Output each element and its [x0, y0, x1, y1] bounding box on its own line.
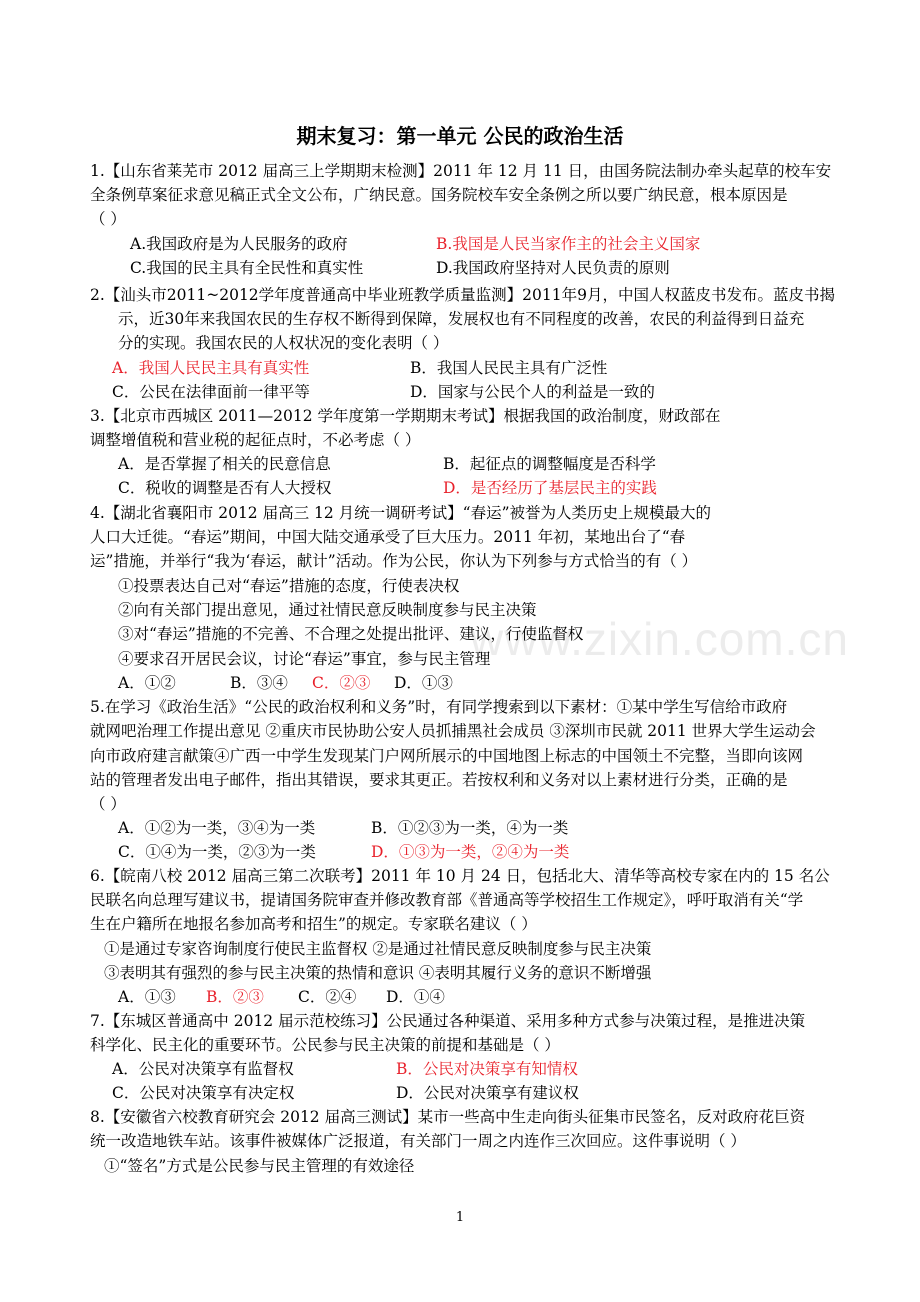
page-number: 1 [455, 1210, 465, 1225]
q4-option-a: A．①② [118, 674, 176, 692]
q2-option-c: C．公民在法律面前一律平等 [112, 383, 310, 401]
q1-option-a: A.我国政府是为人民服务的政府 [130, 235, 348, 253]
q5-line-2: 就网吧治理工作提出意见 ②重庆市民协助公安人员抓捕黑社会成员 ③深圳市民就 2011 世界大学生运动会 [90, 722, 816, 740]
q3-option-a: A．是否掌握了相关的民意信息 [118, 455, 331, 473]
q5-line-3: 向市政府建言献策④广西一中学生发现某门户网所展示的中国地图上标志的中国领土不完整，当即向该网 [90, 747, 804, 765]
q6-statement-1-2: ①是通过专家咨询制度行使民主监督权 ②是通过社情民意反映制度参与民主决策 [104, 940, 652, 958]
q4-option-c-answer: C．②③ [312, 674, 371, 692]
q4-statement-1: ①投票表达自己对“春运”措施的态度，行使表决权 [118, 577, 460, 595]
q3-option-b: B．起征点的调整幅度是否科学 [443, 455, 656, 473]
q7-option-a: A．公民对决策享有监督权 [112, 1060, 294, 1078]
q4-line-3: 运”措施，并举行“我为‘春运，献计”活动。作为公民，你认为下列参与方式恰当的有（ ） [90, 552, 698, 570]
q1-option-b-answer: B.我国是人民当家作主的社会主义国家 [436, 235, 701, 253]
q2-line-3: 分的实现。我国农民的人权状况的变化表明（ ） [118, 334, 449, 352]
q7-option-b-answer: B．公民对决策享有知情权 [396, 1060, 578, 1078]
q5-line-5: （ ） [90, 795, 126, 813]
q8-statement-1: ①“签名”方式是公民参与民主管理的有效途径 [104, 1157, 415, 1175]
q7-line-1: 7.【东城区普通高中 2012 届示范校练习】公民通过各种渠道、采用多种方式参与决策过程，是推进决策 [90, 1012, 806, 1030]
q6-line-2: 民联名向总理写建议书，提请国务院审查并修改教育部《普通高等学校招生工作规定》，呼吁取消有关“学 [90, 891, 804, 909]
page-title: 期末复习：第一单元 公民的政治生活 [296, 124, 624, 148]
q3-option-d-answer: D．是否经历了基层民主的实践 [443, 479, 657, 497]
q8-line-2: 统一改造地铁车站。该事件被媒体广泛报道，有关部门一周之内连作三次回应。这件事说明（ ） [90, 1132, 746, 1150]
q3-line-2: 调整增值税和营业税的起征点时，不必考虑（ ） [90, 431, 421, 449]
q7-option-c: C．公民对决策享有决定权 [112, 1084, 295, 1102]
q6-option-c: C．②④ [298, 988, 357, 1006]
q4-line-2: 人口大迁徙。“春运”期间，中国大陆交通承受了巨大压力。2011 年初，某地出台了“春 [90, 528, 686, 546]
q6-statement-3-4: ③表明其有强烈的参与民主决策的热情和意识 ④表明其履行义务的意识不断增强 [104, 964, 652, 982]
q1-line-2: 全条例草案征求意见稿正式全文公布，广纳民意。国务院校车安全条例之所以要广纳民意，根本原因是 [90, 186, 788, 204]
q5-line-1: 5.在学习《政治生活》“公民的政治权利和义务”时，有同学搜索到以下素材：①某中学生写信给市政府 [90, 698, 788, 716]
q3-line-1: 3.【北京市西城区 2011—2012 学年度第一学期期末考试】根据我国的政治制度，财政部在 [90, 407, 721, 425]
q5-option-c: C．①④为一类，②③为一类 [118, 843, 316, 861]
q5-option-b: B．①②③为一类，④为一类 [371, 819, 569, 837]
q2-option-d: D．国家与公民个人的利益是一致的 [410, 383, 655, 401]
q1-option-d: D.我国政府坚持对人民负责的原则 [436, 259, 670, 277]
q4-option-d: D．①③ [394, 674, 453, 692]
q6-option-d: D．①④ [386, 988, 445, 1006]
q7-option-d: D．公民对决策享有建议权 [396, 1084, 579, 1102]
q5-option-a: A．①②为一类，③④为一类 [118, 819, 316, 837]
q4-statement-2: ②向有关部门提出意见，通过社情民意反映制度参与民主决策 [118, 601, 537, 619]
q4-statement-3: ③对“春运”措施的不完善、不合理之处提出批评、建议，行使监督权 [118, 625, 584, 643]
q6-line-3: 生在户籍所在地报名参加高考和招生”的规定。专家联名建议（ ） [90, 915, 537, 933]
q2-line-1: 2.【汕头市2011~2012学年度普通高中毕业班教学质量监测】2011年9月，中国人权蓝皮书发布。蓝皮书揭 [90, 286, 835, 304]
q8-line-1: 8.【安徽省六校教育研究会 2012 届高三测试】某市一些高中生走向街头征集市民签名，反对政府花巨资 [90, 1108, 806, 1126]
watermark: www.zixin.com.cn [470, 613, 849, 665]
q2-option-a-answer: A．我国人民民主具有真实性 [112, 359, 310, 377]
q1-option-c: C.我国的民主具有全民性和真实性 [130, 259, 364, 277]
q5-option-d-answer: D．①③为一类，②④为一类 [371, 843, 570, 861]
q7-line-2: 科学化、民主化的重要环节。公民参与民主决策的前提和基础是（ ） [90, 1036, 560, 1054]
q6-option-b-answer: B．②③ [206, 988, 264, 1006]
q4-line-1: 4.【湖北省襄阳市 2012 届高三 12 月统一调研考试】“春运”被誉为人类历史上规模最大的 [90, 504, 712, 522]
q3-option-c: C．税收的调整是否有人大授权 [118, 479, 332, 497]
q6-option-a: A．①③ [118, 988, 176, 1006]
q4-option-b: B．③④ [230, 674, 288, 692]
q4-statement-4: ④要求召开居民会议，讨论“春运”事宜，参与民主管理 [118, 650, 491, 668]
q5-line-4: 站的管理者发出电子邮件，指出其错误，要求其更正。若按权利和义务对以上素材进行分类，正确的是 [90, 771, 788, 789]
q1-line-1: 1.【山东省莱芜市 2012 届高三上学期期末检测】2011 年 12 月 11 日，由国务院法制办牵头起草的校车安 [90, 162, 832, 180]
q2-line-2: 示，近30年来我国农民的生存权不断得到保障，发展权也有不同程度的改善，农民的利益得到日益充 [118, 310, 805, 328]
q6-line-1: 6.【皖南八校 2012 届高三第二次联考】2011 年 10 月 24 日，包括北大、清华等高校专家在内的 15 名公 [90, 867, 830, 885]
q2-option-b: B．我国人民民主具有广泛性 [410, 359, 608, 377]
q1-line-3: （ ） [90, 210, 126, 228]
